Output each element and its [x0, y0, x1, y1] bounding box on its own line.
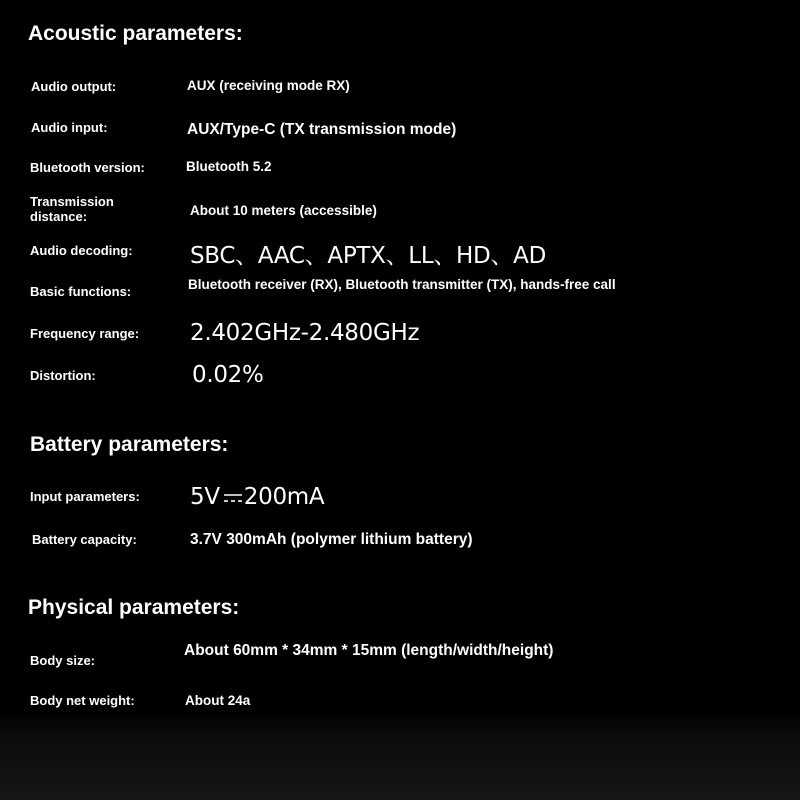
value-input-parameters — [190, 484, 324, 510]
value-audio-input: AUX/Type-C (TX transmission mode) — [187, 121, 457, 138]
value-bluetooth-version: Bluetooth 5.2 — [186, 159, 272, 174]
label-input-parameters: Input parameters: — [30, 489, 140, 504]
label-distortion: Distortion: — [30, 368, 96, 383]
value-audio-decoding: SBC、AAC、APTX、LL、HD、AD — [190, 243, 546, 269]
bottom-gradient — [0, 708, 800, 800]
value-basic-functions: Bluetooth receiver (RX), Bluetooth transmitter (TX), hands-free call — [188, 277, 616, 292]
value-body-net-weight: About 24a — [185, 693, 251, 708]
battery-heading: Battery parameters: — [30, 433, 229, 456]
label-body-size: Body size: — [30, 653, 96, 668]
value-distortion: 0.02% — [192, 362, 264, 388]
input-voltage: 5V — [190, 484, 220, 510]
physical-heading: Physical parameters: — [28, 596, 240, 619]
value-audio-output: AUX (receiving mode RX) — [187, 78, 350, 93]
label-frequency-range: Frequency range: — [30, 326, 140, 341]
value-body-size: About 60mm * 34mm * 15mm (length/width/height) — [184, 642, 554, 659]
value-battery-capacity: 3.7V 300mAh (polymer lithium battery) — [190, 531, 473, 548]
value-transmission-distance: About 10 meters (accessible) — [190, 203, 377, 218]
dc-symbol-icon — [224, 493, 242, 503]
label-battery-capacity: Battery capacity: — [32, 532, 137, 547]
acoustic-heading: Acoustic parameters: — [28, 22, 243, 45]
value-frequency-range: 2.402GHz-2.480GHz — [190, 320, 420, 346]
label-audio-decoding: Audio decoding: — [30, 243, 133, 258]
label-bluetooth-version: Bluetooth version: — [30, 160, 145, 175]
input-current: 200mA — [243, 484, 325, 510]
label-audio-output: Audio output: — [31, 79, 117, 94]
label-body-net-weight: Body net weight: — [30, 693, 135, 708]
label-transmission-distance: Transmission distance: — [30, 194, 114, 224]
label-audio-input: Audio input: — [31, 120, 108, 135]
label-basic-functions: Basic functions: — [30, 284, 132, 299]
